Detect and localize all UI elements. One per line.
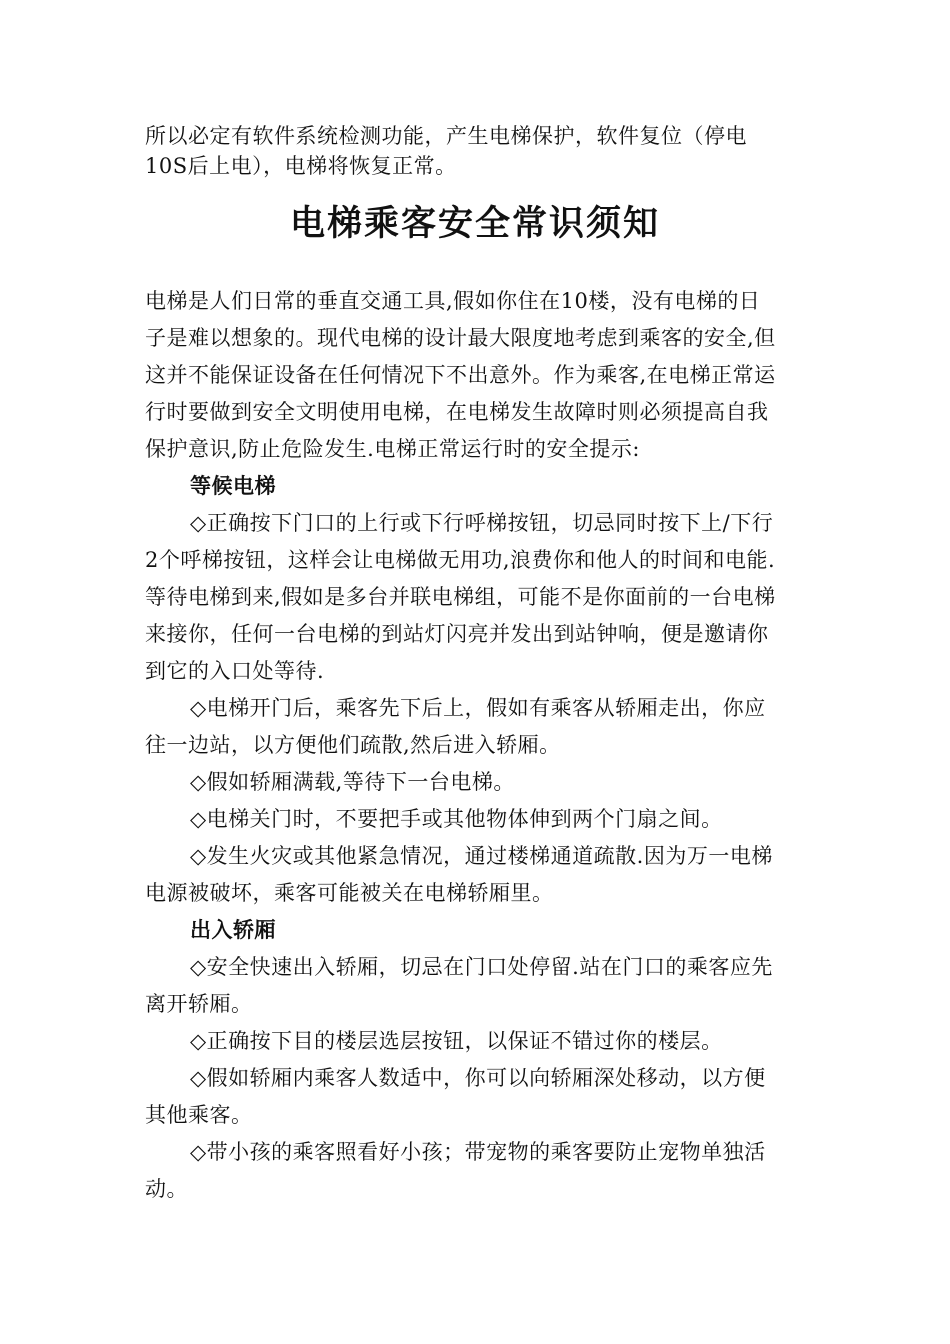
list-item-line: ◇带小孩的乘客照看好小孩；带宠物的乘客要防止宠物单独活 xyxy=(190,1140,766,1164)
list-item-line: ◇电梯开门后，乘客先下后上，假如有乘客从轿厢走出，你应 xyxy=(190,696,766,720)
section-heading: 等候电梯 xyxy=(190,473,276,498)
paragraph-line: 行时要做到安全文明使用电梯，在电梯发生故障时则必须提高自我 xyxy=(145,400,769,424)
list-item-line: 其他乘客。 xyxy=(145,1103,253,1127)
list-item-line: 动。 xyxy=(145,1177,188,1201)
list-item-line: ◇安全快速出入轿厢，切忌在门口处停留.站在门口的乘客应先 xyxy=(190,955,773,979)
paragraph-line: 电梯是人们日常的垂直交通工具,假如你住在10楼，没有电梯的日 xyxy=(145,289,761,313)
list-item-line: 电源被破坏，乘客可能被关在电梯轿厢里。 xyxy=(145,881,554,905)
list-item-line: 等待电梯到来,假如是多台并联电梯组，可能不是你面前的一台电梯 xyxy=(145,585,776,609)
list-item-line: 来接你，任何一台电梯的到站灯闪亮并发出到站钟响，便是邀请你 xyxy=(145,622,769,646)
intro-line: 10S后上电），电梯将恢复正常。 xyxy=(145,154,457,178)
list-item-line: ◇正确按下目的楼层选层按钮，以保证不错过你的楼层。 xyxy=(190,1029,723,1053)
section-heading: 出入轿厢 xyxy=(190,917,276,942)
list-item-line: ◇电梯关门时，不要把手或其他物体伸到两个门扇之间。 xyxy=(190,807,723,831)
list-item-line: ◇假如轿厢内乘客人数适中，你可以向轿厢深处移动，以方便 xyxy=(190,1066,766,1090)
paragraph-line: 保护意识,防止危险发生.电梯正常运行时的安全提示: xyxy=(145,437,640,461)
list-item-line: 离开轿厢。 xyxy=(145,992,253,1016)
paragraph-line: 这并不能保证设备在任何情况下不出意外。作为乘客,在电梯正常运 xyxy=(145,363,776,387)
intro-line: 所以必定有软件系统检测功能，产生电梯保护，软件复位（停电 xyxy=(145,124,747,148)
list-item-line: ◇假如轿厢满载,等待下一台电梯。 xyxy=(190,770,515,794)
page-title: 电梯乘客安全常识须知 xyxy=(289,203,660,244)
list-item-line: 到它的入口处等待. xyxy=(145,659,325,683)
list-item-line: 往一边站，以方便他们疏散,然后进入轿厢。 xyxy=(145,733,561,757)
list-item-line: 2个呼梯按钮，这样会让电梯做无用功,浪费你和他人的时间和电能. xyxy=(145,548,776,572)
list-item-line: ◇正确按下门口的上行或下行呼梯按钮，切忌同时按下上/下行 xyxy=(190,511,774,535)
list-item-line: ◇发生火灾或其他紧急情况，通过楼梯通道疏散.因为万一电梯 xyxy=(190,844,773,868)
paragraph-line: 子是难以想象的。现代电梯的设计最大限度地考虑到乘客的安全,但 xyxy=(145,326,776,350)
